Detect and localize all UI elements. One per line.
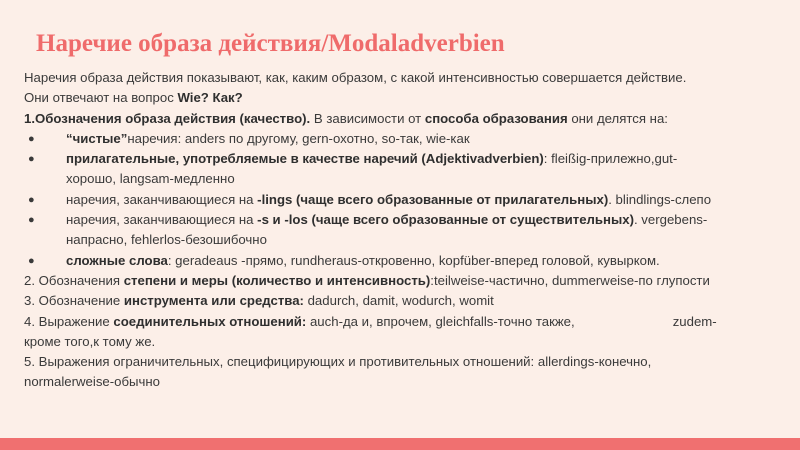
section-4-keyword: соединительных отношений: (113, 313, 307, 329)
section-1-text: В зависимости от (310, 110, 425, 126)
section-4-examples: auch-да и, впрочем, gleichfalls-точно также, (306, 313, 575, 329)
section-2-text: 2. Обозначения (24, 272, 124, 288)
bullet-3-term: -lings (чаще всего образованные от прилагательных) (257, 191, 609, 207)
section-3-text: 3. Обозначение (24, 293, 124, 309)
bullet-2-text: : fleißig-прилежно,gut- (543, 151, 678, 167)
bottom-accent-bar (0, 438, 800, 450)
bullet-1-term: “чистые” (66, 130, 128, 146)
section-5-continuation: normalerweise-обычно (24, 374, 160, 390)
section-1-keyword: способа образования (424, 110, 568, 126)
section-3 (24, 291, 776, 311)
bullet-item (24, 149, 776, 169)
section-2 (24, 271, 776, 291)
bullet-icon: ● (28, 254, 35, 267)
section-3-keyword: инструмента или средства: (123, 293, 304, 309)
bullet-icon: ● (28, 132, 35, 145)
section-5: 5. Выражения ограничительных, специфицирующих и противительных отношений: allerdings-конечно, (24, 354, 652, 370)
section-4-extra: zudem- (672, 313, 717, 329)
slide-body (24, 68, 776, 393)
bullet-item (24, 251, 776, 271)
bullet-4-pre: наречия, заканчивающиеся на (66, 212, 258, 228)
intro-line-2 (24, 88, 776, 108)
bullet-item (24, 210, 776, 230)
bullet-3-text: . blindlings-слепо (608, 191, 712, 207)
section-1-tail: они делятся на: (567, 110, 668, 126)
intro-question: Wie? Как? (177, 90, 243, 106)
bullet-4-continuation: напрасно, fehlerlos-безошибочно (66, 232, 267, 248)
slide-title: Наречие образа действия/Modaladverbien (36, 30, 505, 57)
intro-question-text: Они отвечают на вопрос (24, 90, 178, 106)
bullet-item (24, 129, 776, 149)
bullet-2-term: прилагательные, употребляемые в качестве наречий (Adjektivadverbien) (66, 151, 544, 167)
bullet-icon: ● (28, 193, 35, 206)
section-4-continuation: кроме того,к тому же. (24, 333, 156, 349)
bullet-3-pre: наречия, заканчивающиеся на (66, 191, 258, 207)
bullet-4-text: . vergebens- (633, 212, 708, 228)
bullet-2-continuation: хорошо, langsam-медленно (66, 171, 235, 187)
section-1-heading (24, 109, 776, 129)
bullet-5-term: сложные слова (66, 252, 168, 268)
intro-line-1: Наречия образа действия показывают, как, каким образом, с какой интенсивностью совершается действие. (24, 70, 687, 85)
section-2-examples: :teilweise-частично, dummerweise-по глупости (430, 272, 710, 288)
bullet-1-text: наречия: anders по другому, gern-охотно, so-так, wie-как (127, 130, 470, 146)
bullet-4-term: -s и -los (чаще всего образованные от существительных) (257, 212, 634, 228)
bullet-icon: ● (28, 153, 35, 166)
bullet-icon: ● (28, 214, 35, 227)
bullet-item (24, 190, 776, 210)
section-2-keyword: степени и меры (количество и интенсивность) (123, 272, 431, 288)
bullet-5-text: : geradeaus -прямо, rundheraus-откровенно, kopfüber-вперед головой, кувырком. (167, 252, 660, 268)
section-3-examples: dadurch, damit, wodurch, womit (303, 293, 494, 309)
section-4-text: 4. Выражение (24, 313, 114, 329)
section-1-title: 1.Обозначения образа действия (качество). (24, 110, 311, 126)
section-4 (24, 312, 776, 332)
